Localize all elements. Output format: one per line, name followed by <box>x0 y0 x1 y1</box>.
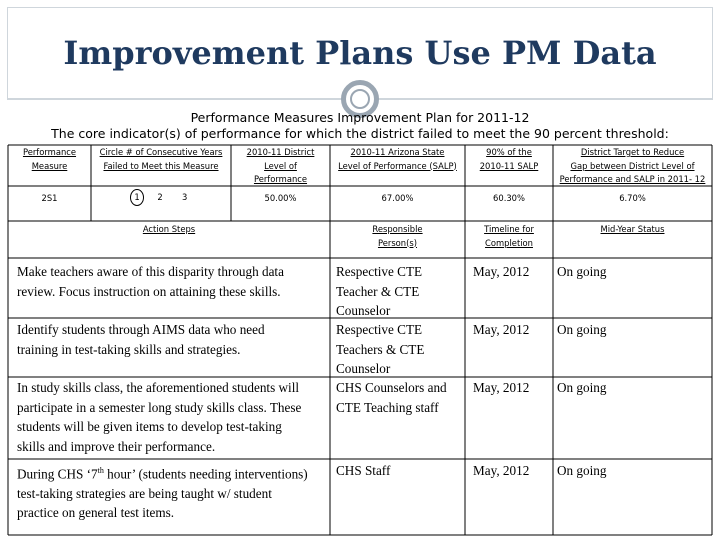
year-options <box>130 189 200 206</box>
responsible-1-line2: Teacher & CTE <box>336 283 420 299</box>
action-step-3 <box>17 378 301 456</box>
row-pct90: 60.30% <box>493 193 525 203</box>
header-state <box>331 146 464 173</box>
year-option-1-selected[interactable]: 1 <box>130 189 144 206</box>
header-circle-line1: Circle # of Consecutive Years <box>99 147 223 157</box>
slide-title: Improvement Plans Use PM Data <box>63 34 657 72</box>
timeline-3: May, 2012 <box>473 380 530 395</box>
responsible-4-line1: CHS Staff <box>336 463 391 478</box>
row-target: 6.70% <box>619 193 646 203</box>
timeline-header-line1: Timeline for <box>484 224 534 234</box>
indicator-text: The core indicator(s) of performance for which the district failed to meet the 90 percent threshold: <box>51 126 669 141</box>
action-step-1-line2: review. Focus instruction on attaining these skills. <box>17 283 281 299</box>
header-target-line2: Gap between District Level of <box>570 160 695 171</box>
status-2: On going <box>557 322 607 337</box>
action-step-4 <box>17 461 308 523</box>
timeline-1: May, 2012 <box>473 264 530 279</box>
responsible-2-line1: Respective CTE <box>336 322 423 337</box>
status-1: On going <box>557 264 607 279</box>
header-district-line1: 2010-11 District <box>246 147 315 157</box>
header-pct90-line1: 90% of the <box>486 147 532 157</box>
status-header <box>554 223 711 237</box>
action-step-2-line2: training in test-taking skills and strategies. <box>17 341 241 357</box>
header-circle <box>92 146 230 173</box>
action-step-4-suffix: hour’ (students needing interventions) <box>103 466 308 482</box>
timeline-header <box>466 223 552 250</box>
header-target <box>554 146 711 187</box>
header-circle-line2: Failed to Meet this Measure <box>103 160 219 171</box>
action-step-3-line3: students will be given items to develop test-taking <box>17 419 282 434</box>
year-option-2[interactable]: 2 <box>157 192 163 202</box>
responsible-3 <box>336 378 447 417</box>
responsible-header <box>331 223 464 250</box>
action-steps-header <box>9 223 329 237</box>
header-measure-line2: Measure <box>31 160 68 171</box>
year-option-3[interactable]: 3 <box>182 192 188 202</box>
action-step-2-line1: Identify students through AIMS data who need <box>17 322 265 337</box>
action-step-2 <box>17 320 265 359</box>
action-step-3-line1: In study skills class, the aforementioned students will <box>17 380 300 395</box>
header-pct90 <box>466 146 552 173</box>
timeline-2: May, 2012 <box>473 322 530 337</box>
action-step-3-line2: participate in a semester long study skills class. These <box>17 399 302 415</box>
status-header-label: Mid-Year Status <box>600 224 665 234</box>
responsible-1-line3: Counselor <box>336 303 391 318</box>
responsible-header-line1: Responsible <box>372 224 423 234</box>
action-step-4-line3: practice on general test items. <box>17 505 175 521</box>
action-step-4-prefix: During CHS ‘7 <box>17 466 98 482</box>
header-state-line1: 2010-11 Arizona State <box>350 147 445 157</box>
header-measure-line1: Performance <box>22 147 77 157</box>
action-step-1-line1: Make teachers aware of this disparity through data <box>17 264 284 279</box>
timeline-4: May, 2012 <box>473 463 530 478</box>
responsible-3-line2: CTE Teaching staff <box>336 399 439 415</box>
timeline-header-line2: Completion <box>485 237 533 248</box>
row-measure: 2S1 <box>41 193 58 203</box>
responsible-4 <box>336 461 390 481</box>
header-pct90-line2: 2010-11 SALP <box>479 160 539 171</box>
action-step-4-line1 <box>17 461 308 484</box>
header-district-line3: Performance <box>253 174 308 184</box>
header-district-line2: Level of <box>264 160 297 171</box>
status-4: On going <box>557 463 607 478</box>
row-state: 67.00% <box>381 193 414 203</box>
responsible-2 <box>336 320 424 379</box>
plan-subtitle: Performance Measures Improvement Plan for 2011-12 <box>190 110 530 125</box>
header-district <box>232 146 329 187</box>
responsible-3-line1: CHS Counselors and <box>336 380 447 395</box>
responsible-1-line1: Respective CTE <box>336 264 423 279</box>
action-step-4-line2: test-taking strategies are being taught w/ student <box>17 485 272 501</box>
header-measure <box>9 146 90 173</box>
responsible-2-line2: Teachers & CTE <box>336 341 425 357</box>
action-step-1 <box>17 262 284 301</box>
row-district: 50.00% <box>264 193 297 203</box>
responsible-2-line3: Counselor <box>336 361 391 376</box>
responsible-header-line2: Person(s) <box>377 237 418 248</box>
action-steps-header-label: Action Steps <box>142 224 196 234</box>
header-target-line1: District Target to Reduce <box>580 147 685 157</box>
header-state-line2: Level of Performance (SALP) <box>338 160 457 171</box>
status-3: On going <box>557 380 607 395</box>
action-step-3-line4: skills and improve their performance. <box>17 438 216 454</box>
header-target-line3: Performance and SALP in 2011- 12 <box>559 174 706 184</box>
responsible-1 <box>336 262 422 321</box>
action-step-4-sup: th <box>97 466 104 475</box>
